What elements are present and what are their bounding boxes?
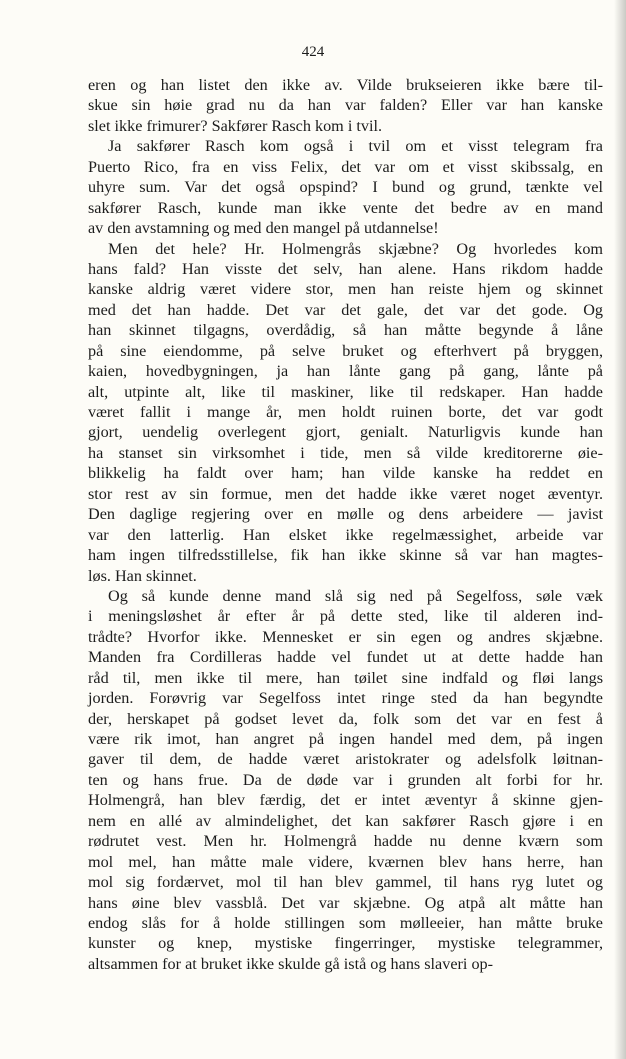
page-number: 424 [301, 44, 325, 60]
text-line: av den avstamning og med den mangel på utdannelse! [88, 219, 439, 238]
text-line: ham ingen tilfredsstillelse, fik han ikke skinne så var han magtes- [88, 546, 603, 565]
text-line: Holmengrå, han blev færdig, det er intet æventyr å skinne gjen- [88, 791, 603, 810]
text-line: ten og hans frue. Da de døde var i grunden alt forbi for hr. [88, 770, 603, 789]
paragraph [88, 136, 603, 238]
text-line: rødrutet vest. Men hr. Holmengrå hadde nu denne kværn som [88, 832, 603, 851]
text-line: være rik imot, han angret på ingen handel med dem, på ingen [88, 730, 603, 748]
text-line: været fallit i mange år, men holdt ruinen borte, det var godt [88, 403, 603, 421]
text-line: jorden. Forøvrig var Segelfoss intet ringe sted da han begyndte [88, 689, 603, 708]
text-line: endog slås for å holde stillingen som mølleeier, han måtte bruke [88, 913, 603, 932]
text-line: alt, utpinte alt, like til maskiner, like til redskaper. Han hadde [88, 382, 603, 401]
text-line: sakfører Rasch, kunde man ikke vente det bedre av en mand [88, 198, 603, 217]
text-line: Manden fra Cordilleras hadde vel fundet ut at dette hadde han [88, 648, 603, 667]
text-line: uhyre sum. Var det også opspind? I bund og grund, tænkte vel [88, 178, 603, 197]
text-line: kanske aldrig været videre stor, men han reiste hjem og skinnet [88, 280, 603, 299]
text-line: hans øine blev vassblå. Det var skjæbne. Og atpå alt måtte han [88, 893, 603, 912]
text-line: eren og han listet den ikke av. Vilde brukseieren ikke bære til- [88, 76, 603, 94]
text-line: Ja sakfører Rasch kom også i tvil om et visst telegram fra [108, 137, 603, 156]
text-line: i meningsløshet år efter år på dette sted, like til alderen ind- [88, 607, 603, 626]
text-line: kaien, hovedbygningen, ja han lånte gang på gang, lånte på [88, 362, 603, 381]
body-text [88, 75, 603, 974]
text-line: ha stanset sin virksomhet i tide, men så vilde kreditorerne øie- [88, 443, 603, 462]
text-line: skue sin høie grad nu da han var falden? Eller var han kanske [88, 96, 603, 115]
paragraph [88, 586, 603, 974]
paragraph [88, 75, 603, 136]
text-line: var den latterlig. Han elsket ikke regelmæssighet, arbeide var [88, 525, 603, 544]
text-line: stor rest av sin formue, men det hadde ikke været noget æventyr. [88, 484, 603, 503]
text-line: kunster og knep, mystiske fingerringer, mystiske telegrammer, [88, 934, 603, 953]
text-line: mol mel, han måtte male videre, kværnen blev hans herre, han [88, 852, 603, 871]
text-line: gjort, uendelig overlegent gjort, genialt. Naturligvis kunde han [88, 423, 603, 442]
text-line: han skinnet tilgagns, overdådig, så han måtte begynde å låne [88, 321, 603, 340]
text-line: med det han hadde. Det var det gale, det var det gode. Og [88, 300, 603, 319]
paragraph [88, 239, 603, 586]
text-line: altsammen for at bruket ikke skulde gå istå og hans slaveri op- [88, 954, 494, 973]
text-line: Den daglige regjering over en mølle og dens arbeidere — javist [88, 505, 603, 524]
text-line: løs. Han skinnet. [88, 566, 197, 585]
text-line: gaver til dem, de hadde været aristokrater og adelsfolk løitnan- [88, 750, 603, 769]
text-line: Og så kunde denne mand slå sig ned på Segelfoss, søle væk [108, 586, 603, 605]
text-line: der, herskapet på godset levet da, folk som det var en fest å [88, 709, 603, 728]
text-line: nem en allé av almindelighet, det kan sakfører Rasch gjøre i en [88, 811, 603, 830]
page-edge-shadow [614, 0, 626, 1059]
text-line: på sine eiendomme, på selve bruket og efterhvert på bryggen, [88, 341, 603, 360]
text-line: råd til, men ikke til mere, han tøilet sine indfald og fløi langs [88, 668, 603, 687]
text-line: blikkelig ha faldt over ham; han vilde kanske ha reddet en [88, 464, 603, 483]
text-line: Men det hele? Hr. Holmengrås skjæbne? Og hvorledes kom [108, 239, 603, 258]
text-line: trådte? Hvorfor ikke. Mennesket er sin egen og andres skjæbne. [88, 627, 603, 646]
text-line: Puerto Rico, fra en viss Felix, det var om et visst skibssalg, en [88, 157, 603, 176]
text-line: mol sig fordærvet, mol til han blev gammel, til hans ryg lutet og [88, 873, 603, 892]
text-line: hans fald? Han visste det selv, han alene. Hans rikdom hadde [88, 259, 603, 278]
text-line: slet ikke frimurer? Sakfører Rasch kom i tvil. [88, 116, 382, 135]
